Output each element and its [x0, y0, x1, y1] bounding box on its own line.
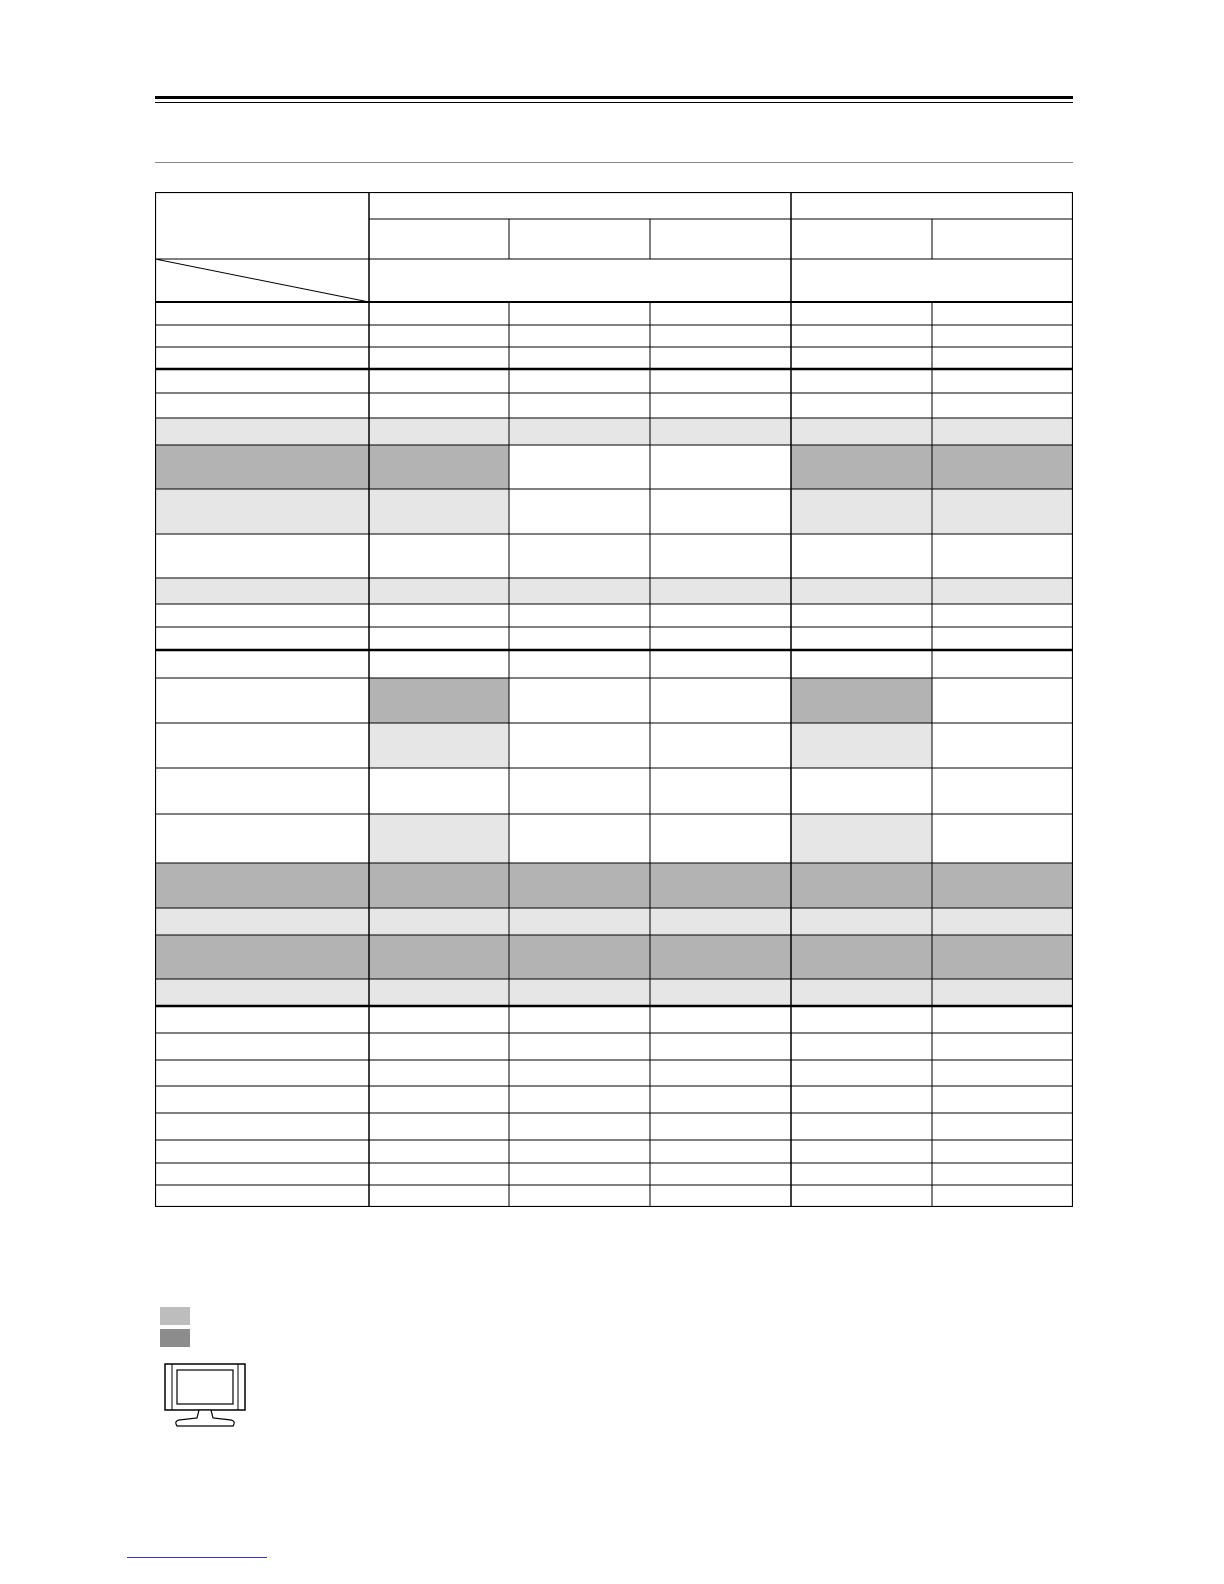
legend-swatch-dark — [160, 1329, 190, 1347]
table-cell-shade — [791, 908, 932, 935]
table-cell-shade — [369, 723, 509, 768]
table-cell-shade — [932, 418, 1073, 445]
table-cell-shade — [650, 935, 791, 979]
table-cell-shade — [155, 445, 369, 489]
table-cell-shade — [369, 678, 509, 723]
table-cell-shade — [509, 908, 650, 935]
table-cell-shade — [791, 863, 932, 908]
legend-swatch-light — [160, 1307, 190, 1325]
table-cell-shade — [369, 908, 509, 935]
header-rule-thin — [155, 102, 1073, 103]
table-cell-shade — [155, 578, 369, 604]
table-cell-shade — [155, 418, 369, 445]
table-cell-shade — [932, 578, 1073, 604]
table-cell-shade — [932, 863, 1073, 908]
footer-link-underline[interactable] — [127, 1557, 267, 1558]
table-cell-shade — [791, 418, 932, 445]
section-rule — [155, 162, 1073, 163]
tv-monitor-icon — [163, 1362, 247, 1432]
table-cell-shade — [791, 935, 932, 979]
table-cell-shade — [369, 979, 509, 1006]
table-cell-shade — [509, 863, 650, 908]
table-cell-shade — [369, 445, 509, 489]
table-cell-shade — [155, 863, 369, 908]
table-cell-shade — [932, 935, 1073, 979]
table-cell-shade — [932, 445, 1073, 489]
table-cell-shade — [155, 935, 369, 979]
table-cell-shade — [932, 908, 1073, 935]
table-cell-shade — [791, 678, 932, 723]
table-cell-shade — [369, 935, 509, 979]
table-cell-shade — [509, 578, 650, 604]
table-cell-shade — [650, 578, 791, 604]
table-cell-shade — [791, 445, 932, 489]
table-cell-shade — [155, 489, 369, 534]
table-cell-shade — [791, 489, 932, 534]
table-cell-shade — [369, 578, 509, 604]
table-cell-shade — [650, 979, 791, 1006]
table-cell-shade — [791, 814, 932, 863]
table-cell-shade — [650, 418, 791, 445]
table-cell-shade — [650, 863, 791, 908]
header-rule-thick — [155, 96, 1073, 99]
table-cell-shade — [791, 578, 932, 604]
table-cell-shade — [791, 723, 932, 768]
table-cell-shade — [932, 979, 1073, 1006]
table-cell-shade — [509, 418, 650, 445]
table-cell-shade — [791, 979, 932, 1006]
table-cell-shade — [155, 979, 369, 1006]
table-cell-shade — [369, 863, 509, 908]
table-cell-shade — [369, 418, 509, 445]
table-border — [156, 193, 1073, 1207]
table-cell-shade — [509, 935, 650, 979]
table-cell-shade — [932, 489, 1073, 534]
header-diagonal — [155, 259, 369, 302]
compatibility-table — [155, 192, 1073, 1207]
table-cell-shade — [650, 908, 791, 935]
table-cell-shade — [369, 814, 509, 863]
table-cell-shade — [509, 979, 650, 1006]
table-cell-shade — [155, 908, 369, 935]
table-cell-shade — [369, 489, 509, 534]
